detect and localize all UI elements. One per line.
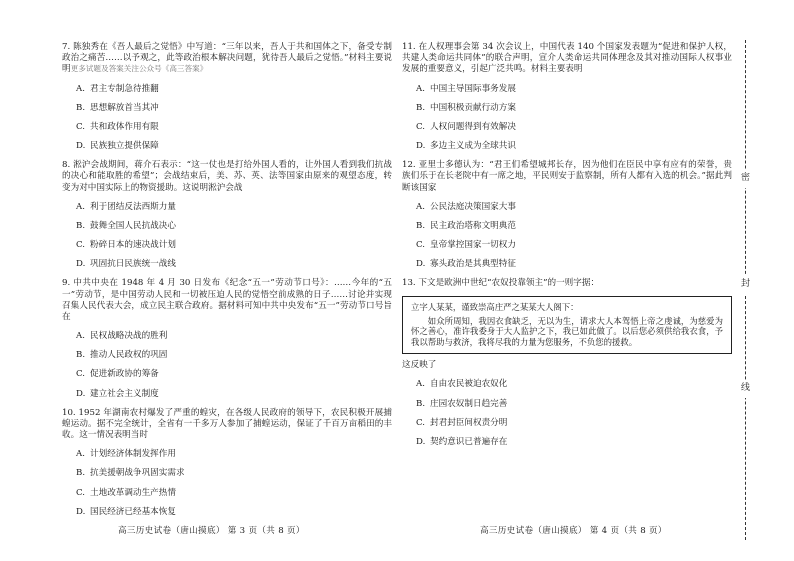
question-8 bbox=[62, 160, 392, 270]
question-8-stem: 8. 淞沪会战期间，蒋介石表示：“这一仗也是打给外国人看的，让外国人看到我们抗战的决心和能取胜的希望”；会战结束后，美、苏、英、法等国家由原来的观望态度，转变为对中国实际上的物资援助。这说明淞沪会战 bbox=[62, 160, 392, 193]
quote-box bbox=[402, 296, 732, 355]
option-b: B. 抗美援朝战争巩固实需求 bbox=[76, 468, 185, 479]
page-footer-right: 高三历史试卷（唐山摸底） 第 4 页（共 8 页） bbox=[480, 526, 667, 536]
question-10-stem: 10. 1952 年湖南农村爆发了严重的蝗灾，在各级人民政府的领导下，农民积极开展捕蝗运动。据不完全统计，全省有一千多万人参加了捕蝗运动，保证了千百万亩稻田的丰收。这一情况表明当时 bbox=[62, 407, 392, 441]
question-10 bbox=[62, 408, 392, 518]
page-footer-left: 高三历史试卷（唐山摸底） 第 3 页（共 8 页） bbox=[118, 526, 305, 536]
option-a: A. 自由农民被迫农奴化 bbox=[416, 379, 508, 390]
option-c: C. 共和政体作用有限 bbox=[76, 121, 159, 132]
option-d: D. 契约意识已普遍存在 bbox=[416, 436, 508, 447]
option-c: C. 封君封臣间权责分明 bbox=[416, 417, 508, 428]
option-a: A. 计划经济体制发挥作用 bbox=[76, 449, 176, 460]
option-b: B. 推动人民政权的巩固 bbox=[76, 350, 168, 361]
option-d: D. 寡头政治是其典型特征 bbox=[416, 259, 516, 270]
question-12 bbox=[402, 160, 732, 270]
option-b: B. 庄园农奴制日趋完善 bbox=[416, 398, 508, 409]
question-12-stem: 12. 亚里士多德认为：“君王们希望城邦长存，因为他们在臣民中享有应有的荣誉，贵族们乐于在长老院中有一席之地，平民则安于监察制，所有人都有入选的机会。”据此判断该国家 bbox=[402, 160, 732, 193]
option-a: A. 君主专制急待推翻 bbox=[76, 83, 159, 94]
option-b: B. 思想解放首当其冲 bbox=[76, 102, 159, 113]
option-c: C. 皇帝掌控国家一切权力 bbox=[416, 240, 516, 251]
option-d: D. 建立社会主义制度 bbox=[76, 388, 159, 399]
option-c: C. 促进新政协的筹备 bbox=[76, 369, 159, 380]
question-13-tail: 这反映了 bbox=[402, 360, 437, 371]
margin-mark-line: 线 bbox=[741, 380, 750, 398]
watermark-text: 更多试题及答案关注公众号《高三答案》 bbox=[70, 64, 208, 74]
left-page-column bbox=[62, 42, 392, 526]
option-c: C. 土地改革调动生产热情 bbox=[76, 487, 176, 498]
option-b: B. 鼓舞全国人民抗战决心 bbox=[76, 220, 176, 231]
option-a: A. 中国主导国际事务发展 bbox=[416, 83, 516, 94]
option-d: D. 多边主义成为全球共识 bbox=[416, 141, 516, 152]
option-b: B. 民主政治塔称文明典范 bbox=[416, 220, 516, 231]
option-a: A. 民权战略决战的胜利 bbox=[76, 331, 168, 342]
option-d: D. 巩固抗日民族统一战线 bbox=[76, 259, 176, 270]
option-d: D. 国民经济已经基本恢复 bbox=[76, 506, 176, 517]
question-11-stem: 11. 在人权理事会第 34 次会议上，中国代表 140 个国家发表题为“促进和保护人权，共建人类命运共同体”的联合声明，宣介人类命运共同体理念及其对推动国际人权事业发展的重要意义，引起广泛共鸣。材料主要表明 bbox=[402, 42, 732, 75]
option-a: A. 利于团结反法西斯力量 bbox=[76, 201, 176, 212]
option-d: D. 民族独立提供保障 bbox=[76, 141, 159, 152]
question-13 bbox=[402, 278, 732, 448]
question-11 bbox=[402, 42, 732, 152]
quote-body: 如众所周知，我因衣食缺乏，无以为生，请求大人本驾悟上帝之虔诚，为慈爱为怀之善心，准许我委身于大人监护之下，我已如此做了。以后您必须供给我衣食，予我以帮助与救济，我将尽我的力量为您服务，不负您的援救。 bbox=[411, 315, 723, 348]
question-13-stem: 13. 下文是欧洲中世纪“农奴投靠领主”的一则字据： bbox=[402, 278, 600, 289]
right-page-column bbox=[402, 42, 732, 456]
option-c: C. 人权问题得到有效解决 bbox=[416, 121, 516, 132]
question-9-stem: 9. 中共中央在 1948 年 4 月 30 日发布《纪念“五一”劳动节口号》：……今年的“五一”劳动节，是中国劳动人民和一切被压迫人民的觉悟空前成熟的日子……讨论并实现召集人民代表大会，成立民主联合政府。据材料可知中共中央发布“五一”劳动节口号旨在 bbox=[62, 278, 392, 322]
option-b: B. 中国积极贡献行动方案 bbox=[416, 102, 516, 113]
option-a: A. 公民法庭决策国家大事 bbox=[416, 201, 516, 212]
question-7 bbox=[62, 42, 392, 152]
question-9 bbox=[62, 278, 392, 399]
margin-mark-seal: 密 bbox=[741, 170, 750, 188]
question-7-stem: 7. 陈独秀在《吾人最后之觉悟》中写道：“三年以来，吾人于共和国体之下，备受专制政治之痛苦……以予观之，此等政治根本解决问题，犹待吾人最后之觉悟。”材料主要说明更多试题及答案关注公众号《高三答案》 bbox=[62, 42, 392, 75]
margin-mark-seal: 封 bbox=[741, 276, 750, 294]
option-c: C. 粉碎日本的速决战计划 bbox=[76, 240, 176, 251]
quote-salutation: 立字人某某，谨致崇高庄严之某某大人阁下： bbox=[411, 301, 579, 312]
